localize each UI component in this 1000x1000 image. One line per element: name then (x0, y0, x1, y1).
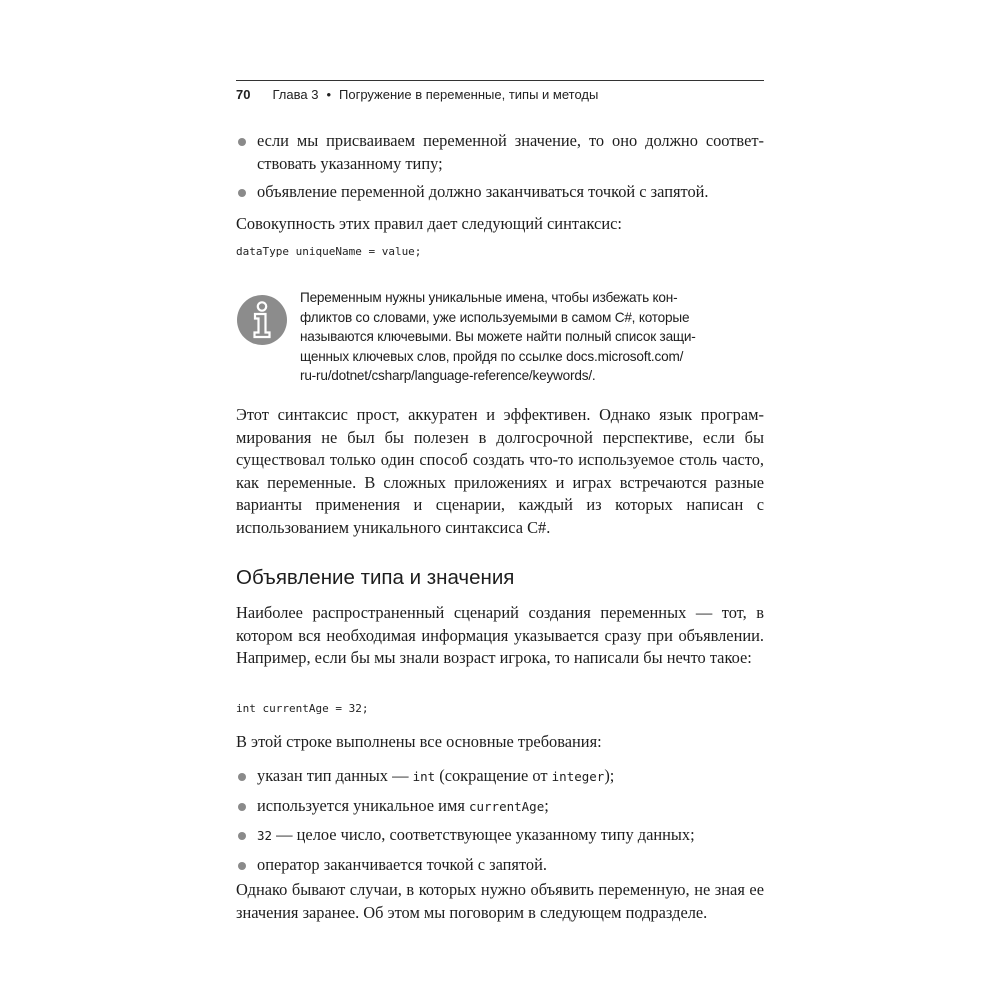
header-rule (236, 80, 764, 81)
rules-list (236, 130, 764, 210)
list-item: оператор заканчивается точкой с запятой. (236, 854, 764, 877)
bullet-icon (238, 832, 246, 840)
chapter-label: Глава 3 (272, 87, 319, 102)
page-number: 70 (236, 87, 251, 102)
chapter-title: Погружение в переменные, типы и методы (339, 87, 599, 102)
note-line: фликтов со словами, уже используемыми в самом C#, которые (300, 309, 690, 325)
note-line: называются ключевыми. Вы можете найти полный список защи- (300, 329, 696, 344)
requirements-intro: В этой строке выполнены все основные требования: (236, 732, 602, 751)
inline-code: integer (551, 769, 605, 784)
section-heading: Объявление типа и значения (236, 566, 515, 589)
header-separator: • (326, 87, 331, 102)
bullet-icon (238, 862, 246, 870)
bullet-icon (238, 138, 246, 146)
list-item: объявление переменной должно заканчиваться точкой с запятой. (236, 181, 764, 204)
list-item: указан тип данных — int (сокращение от integer); (236, 765, 764, 789)
list-item: используется уникальное имя currentAge; (236, 795, 764, 819)
paragraph-1: Этот синтаксис прост, аккуратен и эффективен. Однако язык программирования не был бы полезен в долгосрочной перспективе, если бы существовал только один способ создать что-то используемое столь часто, как переменные. В сложных приложениях и играх встречаются разные варианты применения и сценарии, каждый из которых написан с использованием уникального синтаксиса C#. (236, 405, 764, 537)
note-text (300, 288, 730, 386)
paragraph-2: Наиболее распространенный сценарий создания переменных — тот, в котором вся необходимая информация указывается сразу при объявлении. Например, если бы мы знали возраст игрока, то написали бы нечто такое: (236, 603, 764, 667)
note-line: ru-ru/dotnet/csharp/language-reference/keywords/. (300, 368, 596, 383)
bullet-icon (238, 803, 246, 811)
list-item: если мы присваиваем переменной значение, то оно должно соответствовать указанному типу; (236, 130, 764, 175)
list-item: 32 — целое число, соответствующее указанному типу данных; (236, 824, 764, 848)
inline-code: 32 (257, 828, 273, 843)
syntax-intro: Совокупность этих правил дает следующий синтаксис: (236, 214, 622, 233)
requirements-list (236, 765, 764, 882)
info-icon (236, 294, 288, 346)
note-line: Переменным нужны уникальные имена, чтобы избежать кон- (300, 290, 678, 305)
running-head (236, 87, 764, 102)
bullet-icon (238, 189, 246, 197)
inline-code: int (412, 769, 436, 784)
syntax-code: dataType uniqueName = value; (236, 245, 422, 258)
paragraph-3: Однако бывают случаи, в которых нужно объявить переменную, не зная ее значения заранее. Об этом мы поговорим в следующем подразделе. (236, 880, 764, 922)
inline-code: currentAge (468, 798, 545, 814)
note-line: щенных ключевых слов, пройдя по ссылке docs.microsoft.com/ (300, 348, 684, 364)
example-code: int currentAge = 32; (236, 702, 369, 715)
bullet-icon (238, 773, 246, 781)
